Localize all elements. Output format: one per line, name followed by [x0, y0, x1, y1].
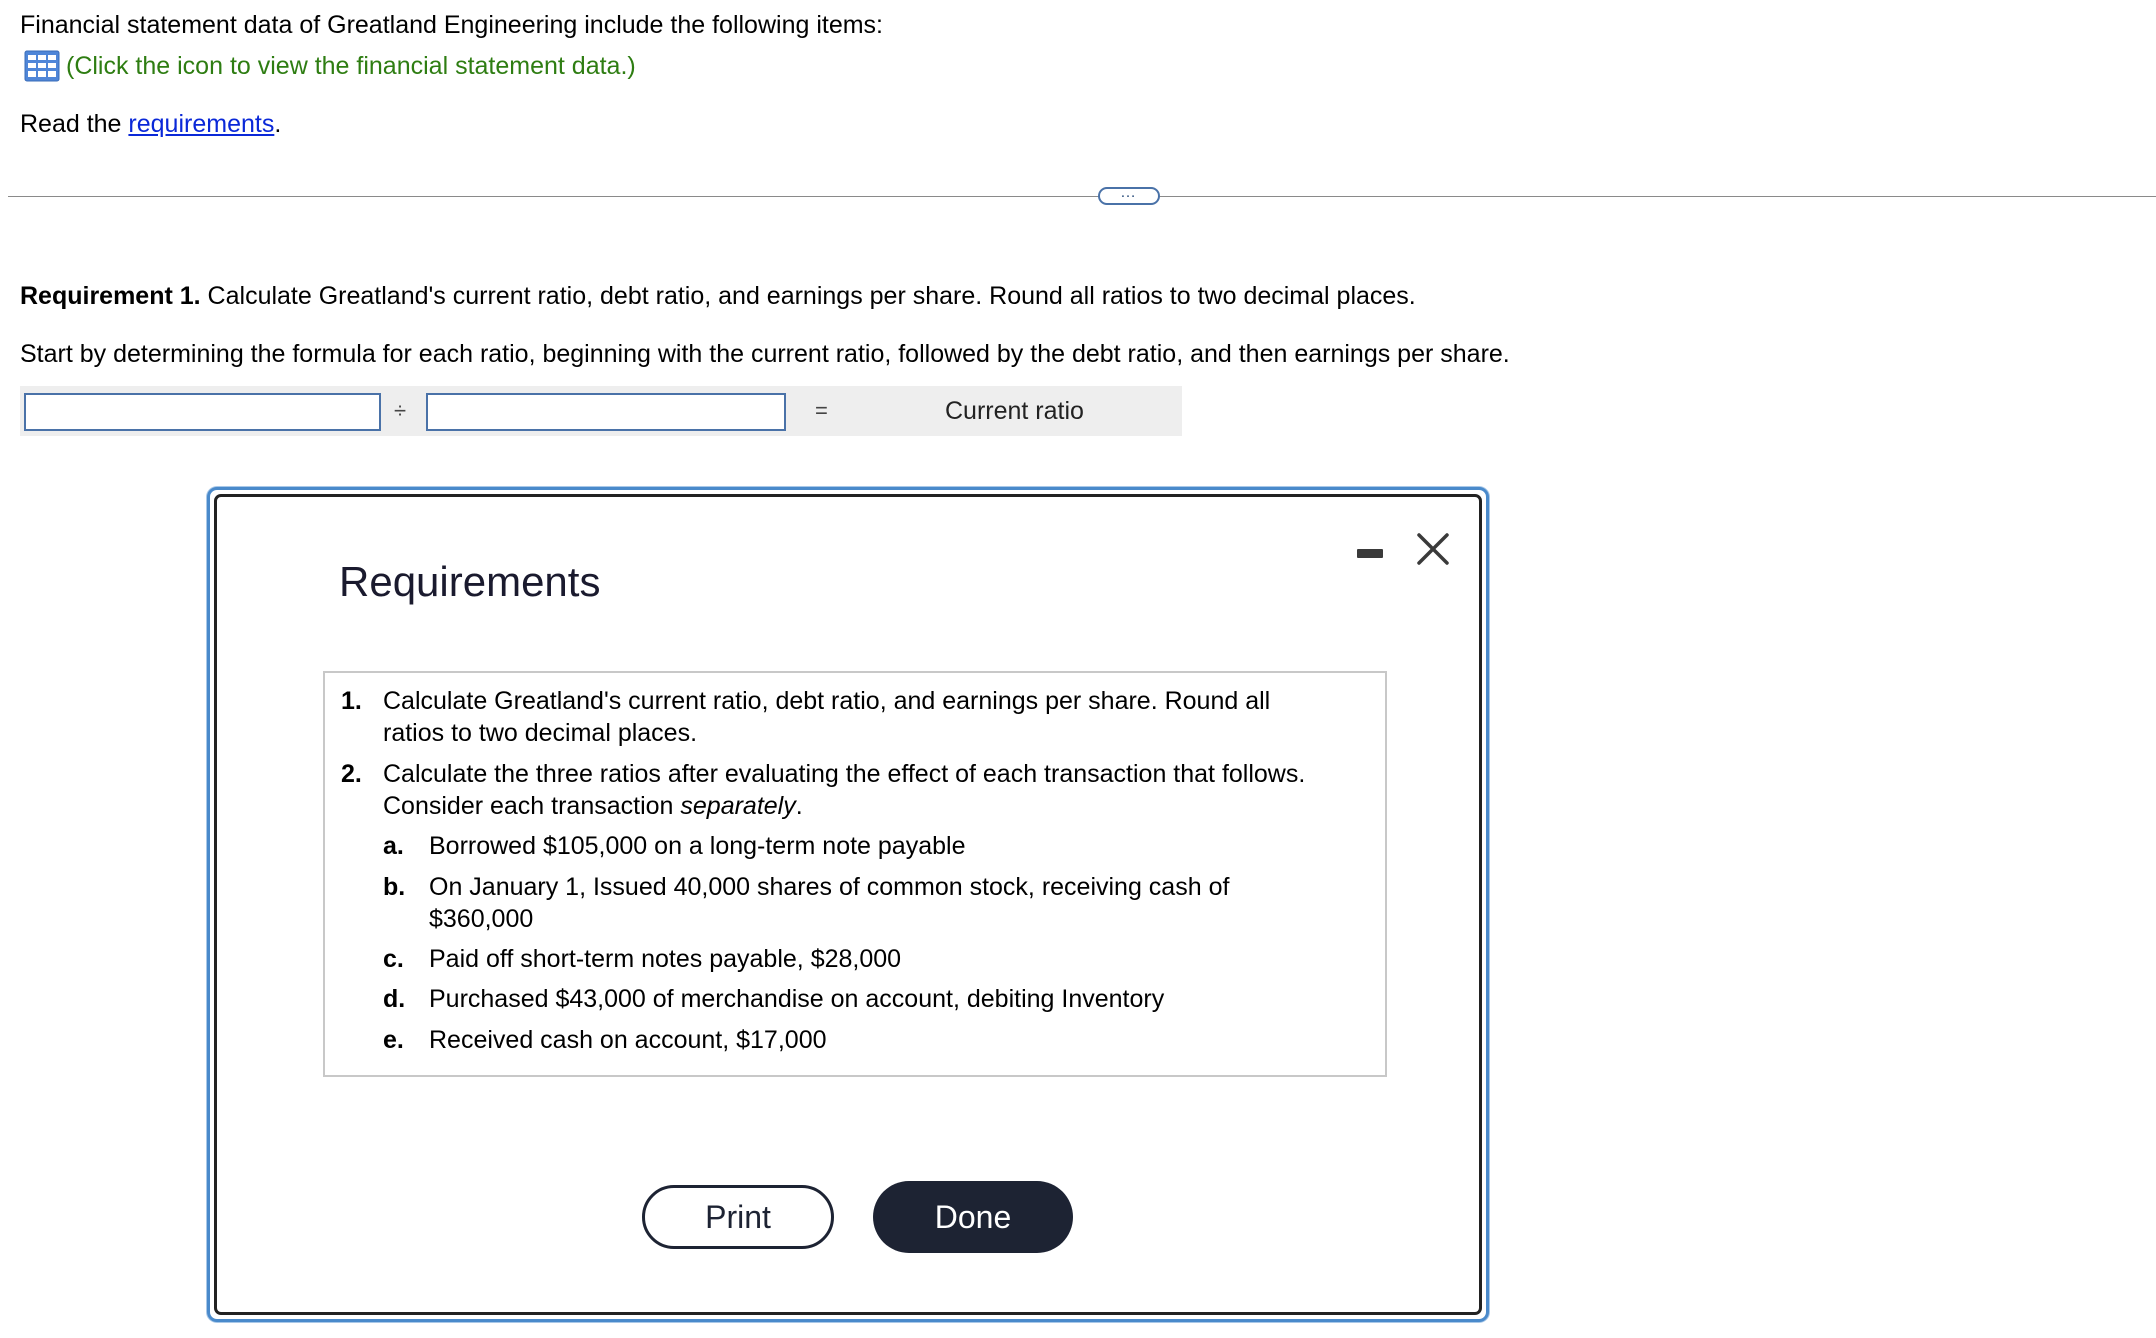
- numerator-input[interactable]: [24, 393, 381, 431]
- print-button[interactable]: Print: [642, 1185, 834, 1249]
- subitem-c-text: Paid off short-term notes payable, $28,000: [429, 945, 902, 973]
- denominator-input[interactable]: [426, 393, 786, 431]
- requirement-2-line-2: [383, 790, 803, 822]
- requirement-2-emphasis: separately: [680, 792, 796, 820]
- close-icon[interactable]: [1415, 531, 1451, 567]
- requirement-1-label: Requirement 1.: [20, 282, 201, 310]
- formula-row-gutter: [0, 386, 20, 436]
- read-prefix: Read the: [20, 110, 129, 138]
- requirement-2-period: .: [795, 792, 803, 820]
- formula-result-label: Current ratio: [945, 397, 1084, 425]
- requirements-modal: [207, 487, 1489, 1322]
- requirement-number: 1.: [341, 687, 362, 715]
- financial-data-link[interactable]: [24, 48, 636, 84]
- requirement-2-line-1: Calculate the three ratios after evaluating the effect of each transaction that follows.: [383, 760, 1306, 788]
- ellipsis-icon: …: [1120, 184, 1138, 201]
- requirements-list: [323, 671, 1387, 1077]
- read-requirements-line: [20, 107, 281, 141]
- requirements-modal-body: [214, 494, 1482, 1315]
- subitem-d-text: Purchased $43,000 of merchandise on account, debiting Inventory: [429, 985, 1165, 1013]
- expand-button[interactable]: [1098, 184, 1160, 205]
- minimize-icon[interactable]: [1354, 539, 1386, 569]
- section-divider: [8, 196, 2156, 197]
- requirements-link[interactable]: requirements: [128, 110, 275, 138]
- requirement-number: 2.: [341, 760, 362, 788]
- subitem-letter: c.: [383, 945, 404, 973]
- subitem-letter: a.: [383, 832, 404, 860]
- subitem-letter: b.: [383, 873, 406, 901]
- subitem-b-line-2: $360,000: [429, 905, 534, 933]
- intro-text: Financial statement data of Greatland Engineering include the following items:: [20, 11, 884, 39]
- modal-title: Requirements: [339, 558, 601, 605]
- requirement-2-line-2-text: Consider each transaction: [383, 792, 681, 820]
- table-grid-icon[interactable]: [24, 50, 60, 82]
- subitem-letter: e.: [383, 1026, 404, 1054]
- formula-row: [20, 386, 1182, 436]
- requirement-1-body: Calculate Greatland's current ratio, debt ratio, and earnings per share. Round all ratios to two decimal places.: [200, 282, 1416, 310]
- done-button[interactable]: Done: [873, 1181, 1073, 1253]
- financial-data-link-text[interactable]: (Click the icon to view the financial statement data.): [66, 51, 636, 80]
- subitem-e-text: Received cash on account, $17,000: [429, 1026, 827, 1054]
- divide-symbol: ÷: [394, 398, 407, 423]
- requirement-1-line-1: Calculate Greatland's current ratio, debt ratio, and earnings per share. Round all: [383, 687, 1271, 715]
- requirement-1-text: [20, 279, 1416, 313]
- subitem-letter: d.: [383, 985, 406, 1013]
- requirement-1-line-2: ratios to two decimal places.: [383, 719, 698, 747]
- subitem-b-line-1: On January 1, Issued 40,000 shares of common stock, receiving cash of: [429, 873, 1230, 901]
- equals-symbol: =: [815, 398, 828, 423]
- instruction-text: Start by determining the formula for each ratio, beginning with the current ratio, followed by the debt ratio, and then earnings per share.: [20, 340, 1510, 368]
- subitem-a-text: Borrowed $105,000 on a long-term note payable: [429, 832, 966, 860]
- read-suffix: .: [274, 110, 282, 138]
